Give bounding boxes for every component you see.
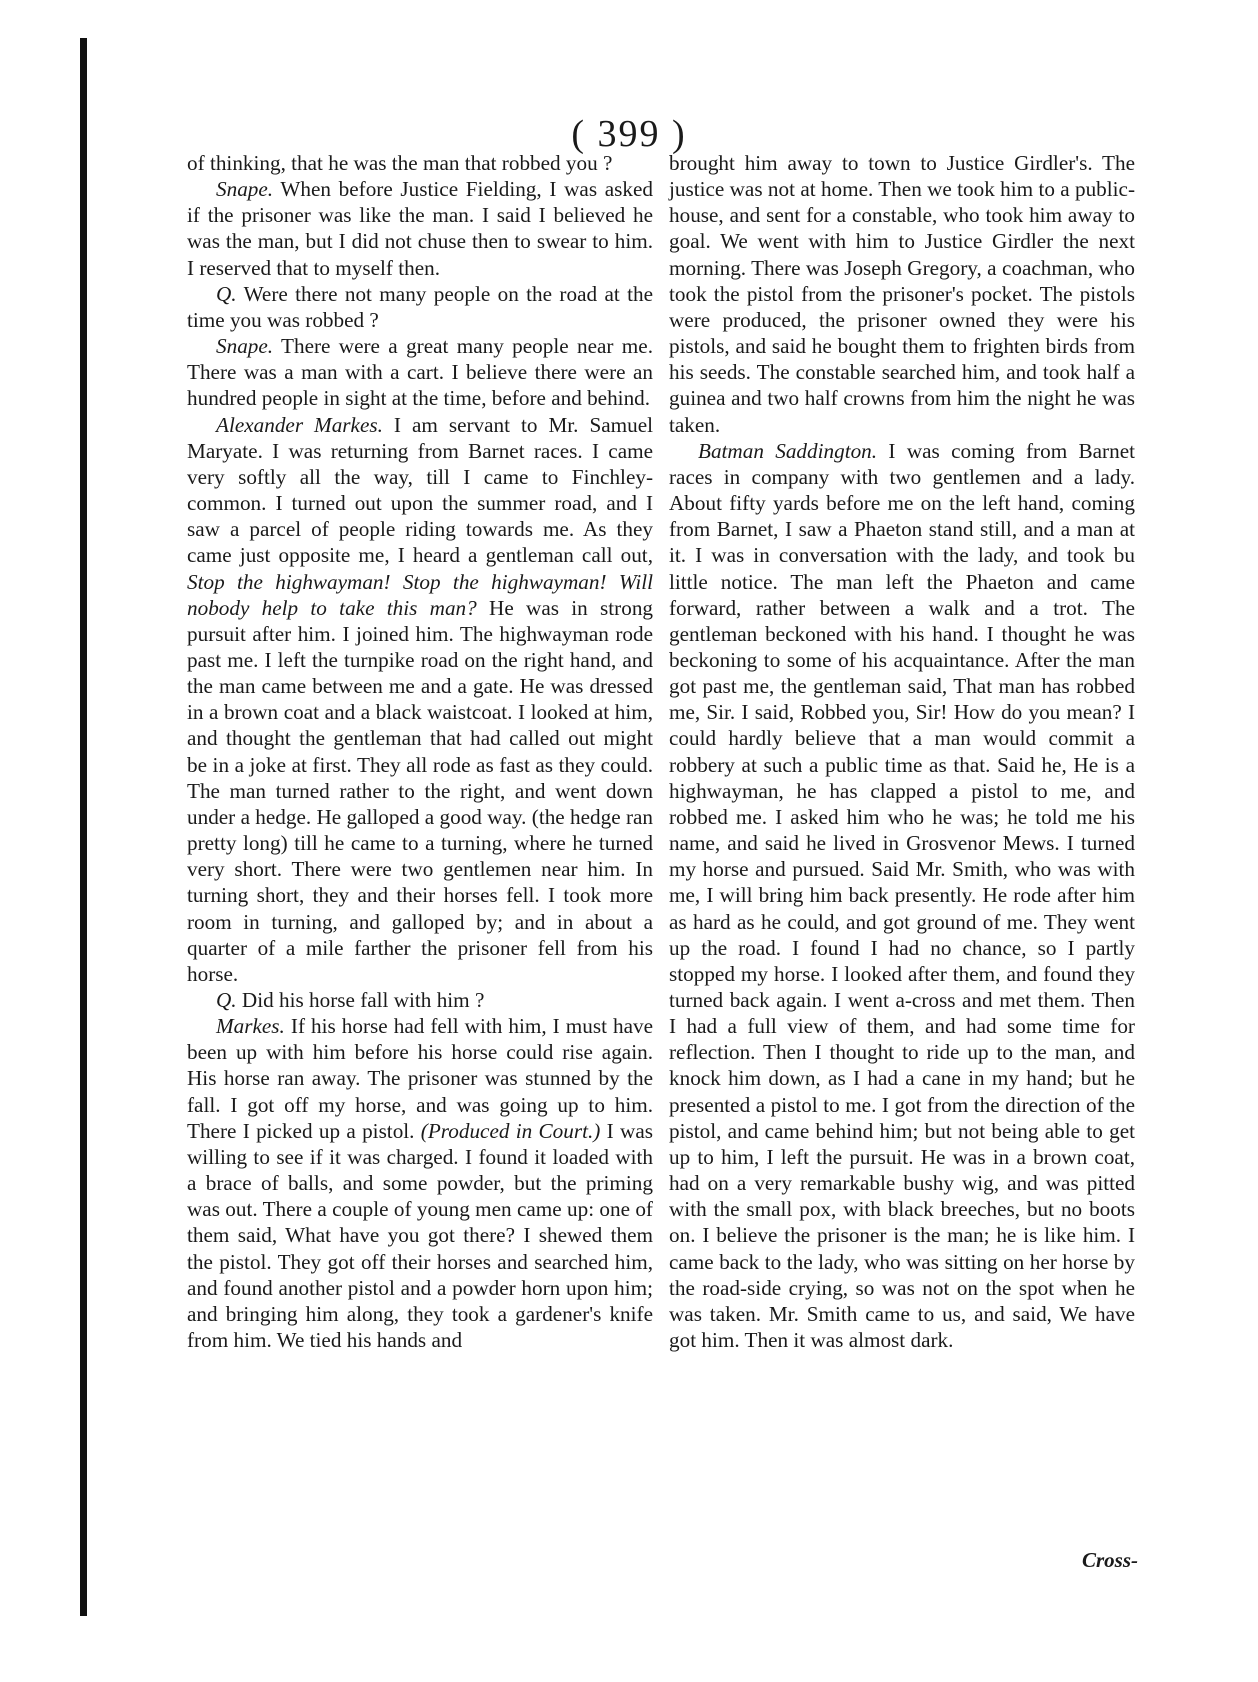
speaker: Markes. (216, 1014, 285, 1039)
paragraph: Snape. There were a great many people near me. There was a man with a cart. I believe there were an hundred people in sight at the time, before and behind. (187, 334, 653, 411)
speaker: Q. (216, 281, 237, 306)
paragraph: Q. Did his horse fall with him ? (216, 988, 485, 1012)
catchword: Cross- (1081, 1548, 1138, 1572)
paragraph: Snape. When before Justice Fielding, I was asked if the prisoner was like the man. I said I believed he was the man, but I did not chuse then to swear to him. I reserved that to myself then. (187, 177, 653, 280)
right-column (669, 150, 1135, 1353)
quoted-speech: Stop the highwayman! Stop the highwayman! Will nobody help to take this man? (187, 569, 653, 620)
paragraph: Batman Saddington. I was coming from Barnet races in company with two gentlemen and a lady. About fifty yards before me on the left hand, coming from Barnet, I saw a Phaeton stand still, and a man at it. I was in conversation with the lady, and took bu little notice. The man left the Phaeton and came forward, rather between a walk and a trot. The gentleman beckoned with his hand. I thought he was beckoning to some of his acquaintance. After the man got past me, the gentleman said, That man has robbed me, Sir. I said, Robbed you, Sir! How do you mean? I could hardly believe that a man would commit a robbery at such a public time as that. Said he, He is a highwayman, he has clapped a pistol to me, and robbed me. I asked him who he was; he told me his name, and said he lived in Grosvenor Mews. I turned my horse and pursued. Said Mr. Smith, who was with me, I will bring him back presently. He rode after him as hard as he could, and got ground of me. They went up the road. I found I had no chance, so I partly stopped my horse. I looked after them, and found they turned back again. I went a-cross and met them. Then I had a full view of them, and had some time for reflection. Then I thought to ride up to the man, and knock him down, as I had a cane in my hand; but he presented a pistol to me. I got from the direction of the pistol, and came behind him; but not being able to get up to him, I left the pursuit. He was in a brown coat, had on a very remarkable bushy wig, and was pitted with the small pox, with black breeches, but no boots on. I believe the prisoner is the man; he is like him. I came back to the lady, who was sitting on her horse by the road-side crying, so was not on the spot when he was taken. Mr. Smith came to us, and said, We have got him. Then it was almost dark. (669, 438, 1135, 1353)
speaker: Q. (216, 988, 237, 1012)
left-column (187, 150, 653, 1353)
speaker: Batman Saddington. (698, 438, 878, 463)
paragraph: Alexander Markes. I am servant to Mr. Samuel Maryate. I was returning from Barnet races. I came very softly all the way, till I came to Finchley-common. I turned out upon the summer road, and I saw a parcel of people riding towards me. As they came just opposite me, I heard a gentleman call out, Stop the highwayman! Stop the highwayman! Will nobody help to take this man? He was in strong pursuit after him. I joined him. The highwayman rode past me. I left the turnpike road on the right hand, and the man came between me and a gate. He was dressed in a brown coat and a black waistcoat. I looked at him, and thought the gentleman that had called out might be in a joke at first. They all rode as fast as they could. The man turned rather to the right, and went down under a hedge. He galloped a good way. (the hedge ran pretty long) till he came to a turning, where he turned very short. There were two gentlemen near him. In turning short, they and their horses fell. I took more room in turning, and galloped by; and in about a quarter of a mile farther the prisoner fell from his horse. (187, 412, 654, 986)
speaker: Snape. (216, 334, 274, 359)
paragraph: brought him away to town to Justice Girdler's. The justice was not at home. Then we took him to a public-house, and sent for a constable, who took him away to goal. We went with him to Justice Girdler the next morning. There was Joseph Gregory, a coachman, who took the pistol from the prisoner's pocket. The pistols were produced, the prisoner owned they were his pistols, and said he bought them to frighten birds from his seeds. The constable searched him, and took half a guinea and two half crowns from him the night he was taken. (669, 151, 1135, 437)
speaker: Alexander Markes. (216, 412, 383, 437)
paragraph: Q. Were there not many people on the road at the time you was robbed ? (187, 281, 653, 332)
court-note: (Produced in Court.) (420, 1118, 601, 1143)
paragraph: of thinking, that he was the man that robbed you ? (187, 151, 613, 175)
binding-edge (80, 38, 87, 1616)
speaker: Snape. (216, 177, 274, 202)
page-number: ( 399 ) (571, 113, 687, 155)
paragraph: Markes. If his horse had fell with him, I must have been up with him before his horse could rise again. His horse ran away. The prisoner was stunned by the fall. I got off my horse, and was going up to him. There I picked up a pistol. (Produced in Court.) I was willing to see if it was charged. I found it loaded with a brace of balls, and some powder, but the priming was out. There a couple of young men came up: one of them said, What have you got there? I shewed them the pistol. They got off their horses and searched him, and found another pistol and a powder horn upon him; and bringing him along, they took a gardener's knife from him. We tied his hands and (187, 1014, 653, 1353)
